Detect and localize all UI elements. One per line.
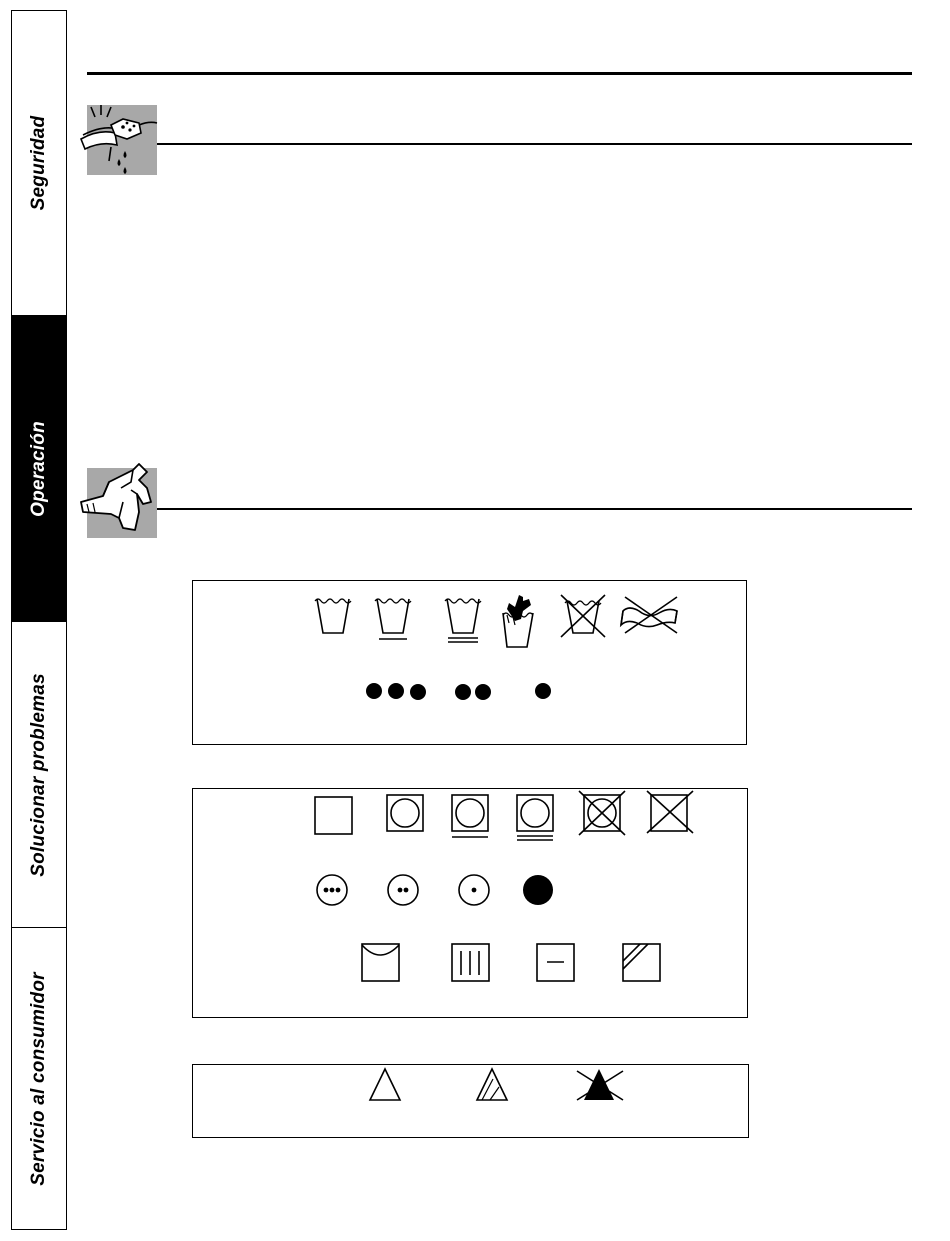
tab-operacion[interactable] <box>12 316 66 622</box>
dry-heat-medium-icon <box>388 875 418 905</box>
dry-heat-low-icon <box>459 875 489 905</box>
tumble-dry-gentle-icon <box>517 795 553 840</box>
dry-no-heat-icon <box>523 875 553 905</box>
any-bleach-icon <box>370 1069 400 1100</box>
tab-solucionar-problemas-label: Solucionar problemas <box>28 672 49 877</box>
tab-solucionar-problemas[interactable] <box>12 622 66 928</box>
section-rule-stain <box>157 143 912 145</box>
washing-symbols-box <box>192 580 747 745</box>
water-temp-cold-dot <box>535 683 551 699</box>
do-not-wash-icon <box>561 595 605 637</box>
drip-dry-icon <box>452 944 489 981</box>
tumble-dry-permanent-press-icon <box>452 795 488 837</box>
stain-treatment-icon-graphic <box>87 105 157 175</box>
dry-flat-icon <box>537 944 574 981</box>
stain-treatment-icon <box>87 105 157 175</box>
tab-seguridad[interactable] <box>12 11 66 316</box>
tab-operacion-label: Operación <box>28 420 49 517</box>
drying-symbols-box <box>192 788 748 1018</box>
dry-in-shade-icon <box>623 944 660 981</box>
tab-servicio-al-consumidor[interactable] <box>12 928 66 1229</box>
non-chlorine-bleach-icon <box>477 1069 507 1100</box>
do-not-wring-icon <box>621 597 677 633</box>
washtub-gentle-icon <box>445 599 481 642</box>
do-not-tumble-dry-icon <box>579 791 625 835</box>
section-rule-garment <box>157 508 912 510</box>
tumble-dry-icon <box>315 797 352 834</box>
water-temp-hot-dots <box>366 683 426 700</box>
bleach-symbols-box <box>192 1064 749 1138</box>
do-not-dry-icon <box>647 791 693 833</box>
line-dry-icon <box>362 944 399 981</box>
washtub-permanent-press-icon <box>375 599 411 639</box>
garment-care-icon-graphic <box>87 468 157 538</box>
page-top-rule <box>87 72 912 75</box>
garment-care-icon <box>87 468 157 538</box>
tumble-dry-normal-icon <box>387 795 423 831</box>
washtub-normal-icon <box>315 599 351 633</box>
water-temp-warm-dots <box>455 684 491 700</box>
do-not-bleach-icon <box>577 1069 623 1100</box>
dry-heat-high-icon <box>317 875 347 905</box>
hand-wash-icon <box>503 595 533 647</box>
tab-servicio-al-consumidor-label: Servicio al consumidor <box>28 971 49 1186</box>
tab-seguridad-label: Seguridad <box>28 115 49 211</box>
side-tab-strip <box>11 10 67 1230</box>
